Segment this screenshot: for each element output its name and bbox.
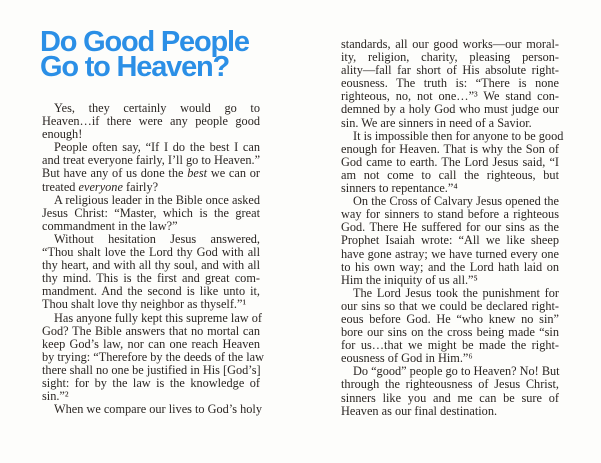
title-line-2: Go to Heaven?	[40, 51, 230, 83]
text-line: through the righteousness of Jesus Christ,	[341, 377, 559, 392]
text-line: A religious leader in the Bible once asked	[54, 192, 260, 207]
paragraph	[42, 102, 260, 141]
text-segment: But have any of us done the	[42, 166, 188, 181]
text-line	[42, 181, 260, 194]
text-line: Do “good” people go to Heaven? No! But	[353, 364, 560, 379]
text-line: eous before God. He “who knew no sin”	[341, 311, 559, 326]
text-segment: fairly?	[122, 179, 159, 194]
text-segment: treated	[42, 179, 79, 194]
left-column	[42, 101, 264, 417]
text-line: standards, all our good works—our moral-	[341, 37, 559, 51]
text-line: have gone astray; we have turned every one	[341, 246, 559, 261]
text-line: sight: for by the law is the knowledge of	[42, 375, 260, 390]
text-line: Heaven as our final destination.	[341, 403, 498, 418]
text-line: ality—fall far short of His absolute right-	[341, 63, 559, 78]
text-line: Yes, they certainly would go to	[54, 101, 260, 115]
text-line: righteous, no, not one…”³ We stand con-	[341, 89, 559, 104]
text-line: thy heart, and with all thy soul, and with all	[42, 258, 260, 273]
text-line: God. There He suffered for our sins as the	[341, 220, 559, 235]
text-line: to his own way; and the Lord hath laid on	[341, 259, 559, 274]
text-line: Heaven…if there were any people good	[42, 114, 260, 129]
paragraph	[341, 287, 559, 366]
text-line: God? The Bible answers that no mortal can	[42, 323, 260, 338]
italic-text: everyone	[78, 179, 123, 194]
text-line: demned by a holy God who must judge our	[341, 102, 559, 117]
text-line: Has anyone fully kept this supreme law of	[54, 310, 262, 325]
title-line-1: Do Good People	[40, 26, 249, 58]
text-line: ity, religion, charity, pleasing person-	[341, 50, 559, 65]
page-title	[40, 26, 249, 83]
text-line: Prophet Isaiah wrote: “All we like sheep	[341, 233, 559, 248]
paragraph	[42, 403, 260, 416]
text-line: thy mind. This is the first and great com-	[42, 271, 260, 286]
paragraph	[42, 141, 260, 193]
text-line: way for sinners to stand before a righteous	[341, 207, 559, 222]
paragraph	[42, 194, 260, 233]
text-line: Without hesitation Jesus answered,	[54, 231, 260, 246]
text-segment: we can or	[207, 166, 261, 181]
text-line: sin. We are sinners in need of a Savior.	[341, 115, 532, 130]
text-line: Him the iniquity of us all.”⁵	[341, 272, 478, 287]
italic-text: best	[187, 166, 208, 181]
paragraph	[42, 310, 264, 404]
text-line: The Lord Jesus took the punishment for	[353, 285, 559, 300]
text-line: enough for Heaven. That is why the Son of	[341, 141, 559, 156]
text-line: On the Cross of Calvary Jesus opened the	[353, 194, 559, 209]
text-line: sin.”²	[42, 389, 69, 404]
text-line: enough!	[42, 127, 83, 142]
text-line: “Thou shalt love the Lord thy God with all	[42, 245, 260, 260]
text-line: there shall no one be justified in His [God’s]	[42, 362, 261, 377]
text-line: keep God’s law, nor can one reach Heaven	[42, 336, 260, 351]
text-line: by trying: “Therefore by the deeds of the law	[42, 349, 264, 364]
text-line: for us…that we might be made the right-	[341, 338, 559, 353]
paragraph	[42, 233, 260, 312]
text-line: eousness. The truth is: “There is none	[341, 76, 559, 91]
text-line: and treat everyone fairly, I’ll go to Heaven.”	[42, 153, 261, 168]
text-line: mandment. And the second is like unto it,	[42, 284, 260, 299]
text-line: God came to earth. The Lord Jesus said, “I	[341, 154, 559, 169]
text-line: When we compare our lives to God’s holy	[54, 402, 262, 417]
paragraph	[341, 38, 559, 130]
right-column	[341, 37, 564, 418]
text-line: Jesus Christ: “Master, which is the great	[42, 205, 260, 220]
text-line: commandment in the law?”	[42, 218, 178, 233]
text-line: People often say, “If I do the best I can	[54, 140, 260, 155]
text-line: sinners to repentance.”⁴	[341, 181, 458, 196]
paragraph	[341, 365, 559, 417]
text-line: eousness of God in Him.”⁶	[341, 351, 473, 366]
paragraph	[341, 195, 559, 287]
text-line: am not come to call the righteous, but	[341, 167, 559, 182]
text-line: bore our sins on the cross being made “sin	[341, 325, 559, 340]
text-line: Thou shalt love thy neighbor as thyself.”¹	[42, 297, 247, 312]
text-line: our sins so that we could be declared right-	[341, 298, 559, 313]
text-line: sinners like you and me can be sure of	[341, 390, 559, 405]
text-line: It is impossible then for anyone to be good	[353, 128, 564, 143]
paragraph	[341, 128, 564, 196]
